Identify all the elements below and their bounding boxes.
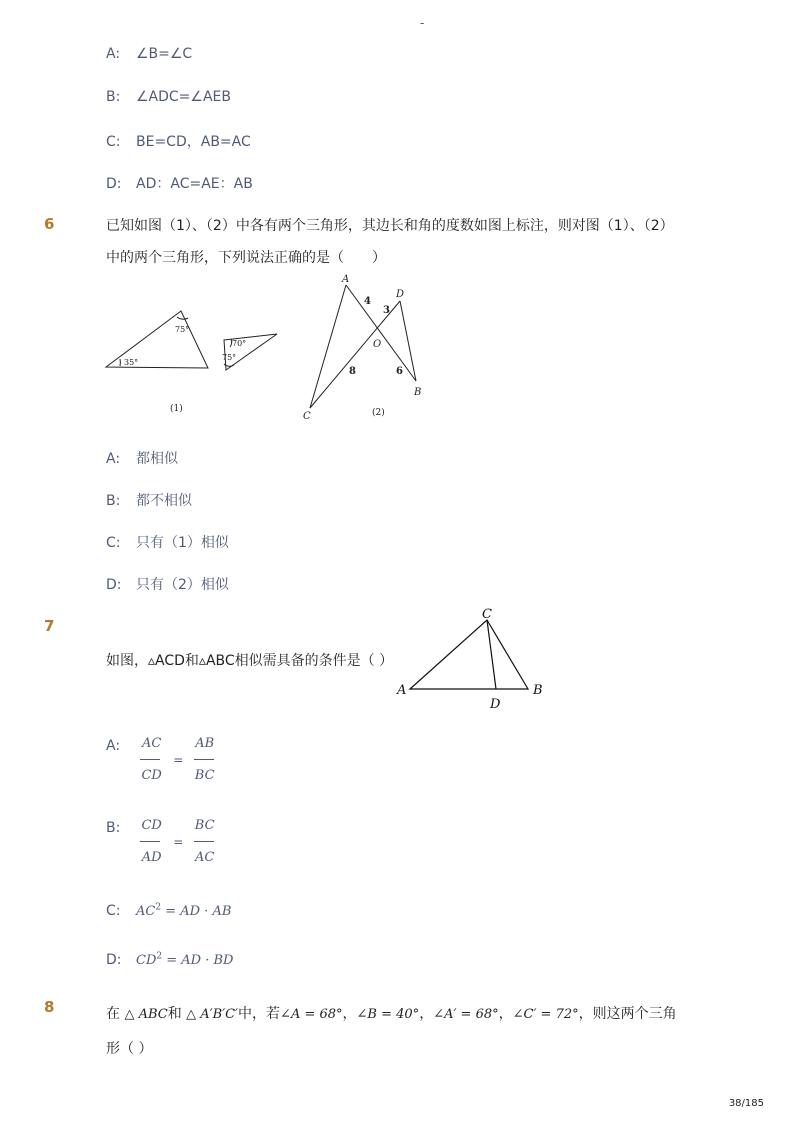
triangle-ABC xyxy=(410,620,528,689)
denominator: AC xyxy=(195,850,215,865)
q8-text-post: ，则这两个三角 xyxy=(578,1006,677,1022)
q7-point-D: D xyxy=(490,697,501,712)
q6-option-b[interactable] xyxy=(106,490,192,510)
q7-figure xyxy=(392,602,552,714)
fraction-bar xyxy=(194,841,214,842)
numerator: AC xyxy=(141,736,162,751)
prev-option-c[interactable] xyxy=(106,131,251,151)
q8-text-line1 xyxy=(106,1003,677,1023)
denominator: BC xyxy=(194,768,215,783)
option-text: 只有（2）相似 xyxy=(136,577,229,593)
question-number-7: 7 xyxy=(44,617,55,635)
numerator: BC xyxy=(194,818,215,833)
option-label: A: xyxy=(106,738,121,754)
option-text: 都不相似 xyxy=(136,493,192,509)
option-label: B: xyxy=(106,820,121,836)
option-label: B: xyxy=(106,89,121,105)
segment-AB xyxy=(346,285,416,381)
fig2-point-A: A xyxy=(342,274,350,285)
fig2-length-OD: 3 xyxy=(383,305,390,316)
q8-triangle-2: △ A′B′C′ xyxy=(186,1007,239,1022)
option-label: A: xyxy=(106,46,121,62)
option-label: C: xyxy=(106,535,121,551)
q8-triangle-1: △ ABC xyxy=(124,1007,168,1022)
fig1-angle-35: 35° xyxy=(124,358,139,367)
option-label: C: xyxy=(106,903,121,920)
fig2-length-AO: 4 xyxy=(364,296,371,307)
prev-option-b[interactable] xyxy=(106,89,231,105)
q8-condition-1: ∠A = 68° xyxy=(280,1007,343,1022)
formula xyxy=(136,953,233,968)
q7-option-c[interactable] xyxy=(106,903,231,919)
formula-rest: = AD · BD xyxy=(162,953,234,969)
equals-sign: = xyxy=(173,752,184,767)
q8-condition-3: ∠A′ = 68° xyxy=(433,1007,499,1022)
option-label: D: xyxy=(106,577,122,593)
figure1-triangle-left xyxy=(106,311,208,368)
fraction-1 xyxy=(140,736,162,783)
angle-arc xyxy=(177,317,188,319)
fraction-1 xyxy=(140,818,162,865)
q6-text-line2: 中的两个三角形，下列说法正确的是（ ） xyxy=(106,250,386,266)
formula-base: CD xyxy=(136,953,157,969)
q7-option-a[interactable] xyxy=(106,736,216,783)
denominator: AD xyxy=(141,850,162,865)
fig2-point-O: O xyxy=(373,339,382,350)
option-label: D: xyxy=(106,176,122,192)
option-text: AD：AC=AE：AB xyxy=(136,176,253,192)
question-number-8: 8 xyxy=(44,998,55,1016)
option-text: ∠ADC=∠AEB xyxy=(136,89,231,105)
fraction-bar xyxy=(194,759,214,760)
fig2-point-D: D xyxy=(396,289,405,300)
question-number-6: 6 xyxy=(44,215,55,233)
fig2-caption: (2) xyxy=(372,408,385,418)
formula-rest: = AD · AB xyxy=(161,904,232,920)
fig2-point-C: C xyxy=(303,411,311,422)
option-label: D: xyxy=(106,952,122,969)
q8-separator: ， xyxy=(419,1006,434,1022)
option-label: B: xyxy=(106,493,121,509)
q6-option-a[interactable] xyxy=(106,448,178,468)
q7-option-d[interactable] xyxy=(106,952,233,968)
q8-text-pre: 在 xyxy=(106,1006,120,1022)
fig1-caption: (1) xyxy=(170,404,183,414)
denominator: CD xyxy=(141,768,162,783)
q6-figures xyxy=(100,270,440,430)
fig2-length-OB: 6 xyxy=(396,366,403,377)
q8-text-mid2: 中，若 xyxy=(238,1006,281,1022)
option-text: 都相似 xyxy=(136,451,178,467)
header-dash: - xyxy=(420,16,425,30)
q8-separator: ， xyxy=(498,1006,513,1022)
option-text: BE=CD，AB=AC xyxy=(136,134,251,150)
fraction-bar xyxy=(140,841,160,842)
numerator: CD xyxy=(141,818,162,833)
segment-CD xyxy=(487,620,496,689)
fig2-point-B: B xyxy=(414,387,422,398)
fig1-angle-70: 70° xyxy=(232,339,247,348)
q7-point-A: A xyxy=(397,683,407,698)
option-text: 只有（1）相似 xyxy=(136,535,229,551)
option-label: A: xyxy=(106,451,121,467)
fig2-length-CO: 8 xyxy=(349,366,356,377)
segment-AC xyxy=(310,285,346,408)
fraction-bar xyxy=(140,759,160,760)
q6-option-d[interactable] xyxy=(106,574,229,594)
q7-option-b[interactable] xyxy=(106,818,216,865)
fraction-2 xyxy=(194,818,216,865)
option-label: C: xyxy=(106,134,121,150)
formula-exponent: 2 xyxy=(156,952,163,962)
q8-text-mid1: 和 xyxy=(167,1006,182,1022)
q6-text-line1: 已知如图（1）、（2）中各有两个三角形，其边长和角的度数如图上标注，则对图（1）、（2） xyxy=(106,218,674,234)
fig1-angle-75b: 75° xyxy=(222,353,237,362)
numerator: AB xyxy=(195,736,215,751)
fraction-2 xyxy=(194,736,216,783)
q7-text: 如图，▵ACD和▵ABC相似需具备的条件是（ ） xyxy=(106,653,394,669)
page-number: 38/185 xyxy=(728,1098,764,1109)
formula-exponent: 2 xyxy=(155,903,162,913)
prev-option-a[interactable] xyxy=(106,46,192,62)
formula-base: AC xyxy=(136,904,156,920)
formula xyxy=(136,904,231,919)
q6-option-c[interactable] xyxy=(106,532,229,552)
equals-sign: = xyxy=(173,834,184,849)
fig1-angle-75a: 75° xyxy=(175,325,190,334)
option-text: ∠B=∠C xyxy=(136,46,193,62)
q8-separator: ， xyxy=(342,1006,357,1022)
q7-point-C: C xyxy=(482,607,492,622)
q8-text-line2: 形（ ） xyxy=(106,1041,153,1057)
segment-CD xyxy=(310,301,400,408)
figure-2 xyxy=(310,285,416,408)
q8-condition-2: ∠B = 40° xyxy=(356,1007,420,1022)
q8-condition-4: ∠C′ = 72° xyxy=(512,1007,579,1022)
prev-option-d[interactable] xyxy=(106,173,253,193)
q7-point-B: B xyxy=(533,683,543,698)
